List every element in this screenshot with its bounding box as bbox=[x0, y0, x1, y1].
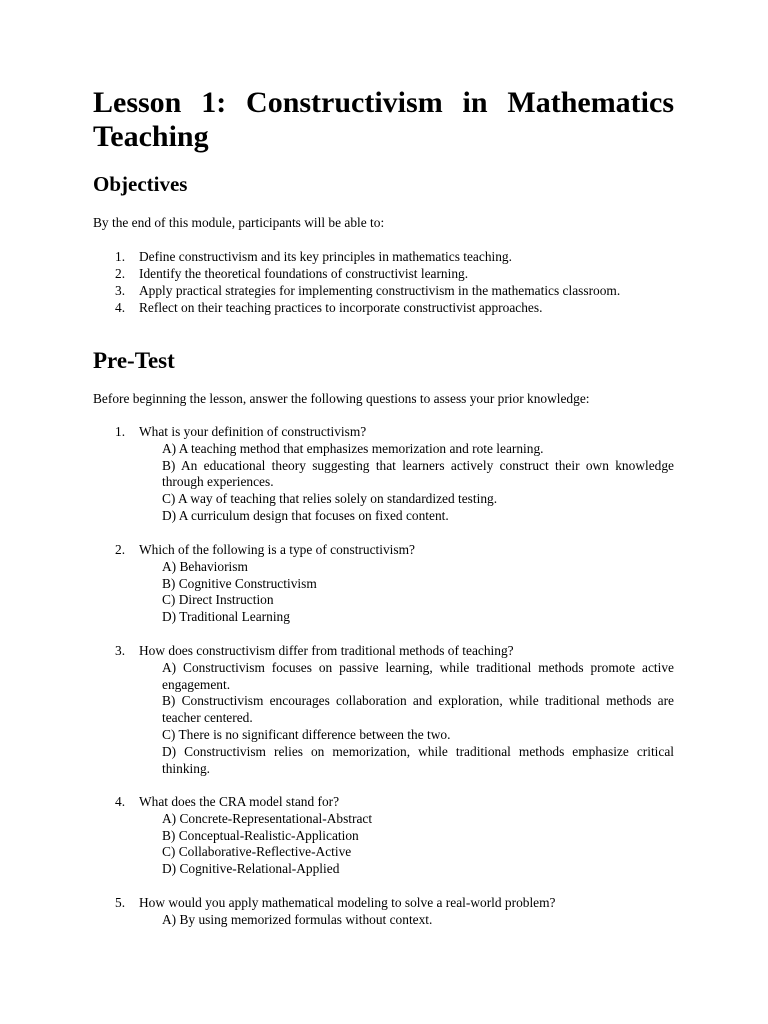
answer-option: D) Traditional Learning bbox=[162, 609, 290, 625]
answer-option: D) A curriculum design that focuses on fixed content. bbox=[162, 507, 449, 523]
question-block bbox=[93, 542, 674, 626]
answer-option: B) Constructivism encourages collaboration and exploration, while traditional methods are teacher centered. bbox=[162, 693, 674, 726]
question-block bbox=[93, 643, 674, 777]
objective-item bbox=[93, 265, 674, 282]
objective-number: 1. bbox=[115, 249, 126, 264]
answer-option: B) An educational theory suggesting that learners actively construct their own knowledge through experiences. bbox=[162, 457, 674, 490]
objective-number: 2. bbox=[115, 266, 126, 281]
answer-option: C) There is no significant difference between the two. bbox=[162, 726, 451, 742]
question-label: Which of the following is a type of constructivism? bbox=[139, 542, 415, 557]
question-number: 5. bbox=[115, 895, 126, 910]
question-label: What does the CRA model stand for? bbox=[139, 794, 340, 809]
answer-option: B) Conceptual-Realistic-Application bbox=[162, 827, 359, 843]
pretest-heading: Pre-Test bbox=[93, 348, 175, 373]
objective-text: Apply practical strategies for implementing constructivism in the mathematics classroom. bbox=[139, 283, 621, 298]
objective-item bbox=[93, 248, 674, 265]
question-text bbox=[93, 794, 674, 811]
question-number: 1. bbox=[115, 424, 126, 439]
question-block bbox=[93, 424, 674, 525]
question-label: What is your definition of constructivism? bbox=[139, 424, 367, 439]
answer-option: A) Concrete-Representational-Abstract bbox=[162, 810, 373, 826]
answer-option: C) Direct Instruction bbox=[162, 592, 274, 608]
answer-option: A) A teaching method that emphasizes memorization and rote learning. bbox=[162, 440, 544, 456]
question-number: 4. bbox=[115, 794, 126, 809]
objective-item bbox=[93, 299, 674, 316]
question-text bbox=[93, 424, 674, 441]
lesson-title: Lesson 1: Constructivism in Mathematics Teaching bbox=[93, 86, 674, 153]
answer-option: C) A way of teaching that relies solely on standardized testing. bbox=[162, 491, 498, 507]
objective-text: Define constructivism and its key principles in mathematics teaching. bbox=[139, 249, 512, 264]
question-number: 2. bbox=[115, 542, 126, 557]
question-block bbox=[93, 794, 674, 878]
answer-option: A) Behaviorism bbox=[162, 558, 248, 574]
objectives-intro: By the end of this module, participants will be able to: bbox=[93, 215, 385, 230]
answer-option: D) Constructivism relies on memorization, while traditional methods emphasize critical thinking. bbox=[162, 743, 674, 776]
objective-text: Identify the theoretical foundations of constructivist learning. bbox=[139, 266, 469, 281]
question-number: 3. bbox=[115, 643, 126, 658]
question-label: How does constructivism differ from traditional methods of teaching? bbox=[139, 643, 514, 658]
question-text bbox=[93, 895, 674, 912]
question-label: How would you apply mathematical modeling to solve a real-world problem? bbox=[139, 895, 556, 910]
answer-option: C) Collaborative-Reflective-Active bbox=[162, 844, 352, 860]
answer-option: A) By using memorized formulas without context. bbox=[162, 911, 433, 927]
objective-number: 3. bbox=[115, 283, 126, 298]
question-block bbox=[93, 895, 674, 929]
objective-number: 4. bbox=[115, 300, 126, 315]
objectives-list bbox=[93, 248, 674, 316]
answer-option: A) Constructivism focuses on passive learning, while traditional methods promote active engagement. bbox=[162, 659, 674, 692]
answer-option: D) Cognitive-Relational-Applied bbox=[162, 861, 340, 877]
objectives-heading: Objectives bbox=[93, 172, 188, 196]
question-text bbox=[93, 542, 674, 559]
question-text bbox=[93, 643, 674, 660]
answer-option: B) Cognitive Constructivism bbox=[162, 575, 317, 591]
objective-text: Reflect on their teaching practices to incorporate constructivist approaches. bbox=[139, 300, 543, 315]
pretest-intro: Before beginning the lesson, answer the following questions to assess your prior knowledge: bbox=[93, 391, 590, 406]
objective-item bbox=[93, 282, 674, 299]
